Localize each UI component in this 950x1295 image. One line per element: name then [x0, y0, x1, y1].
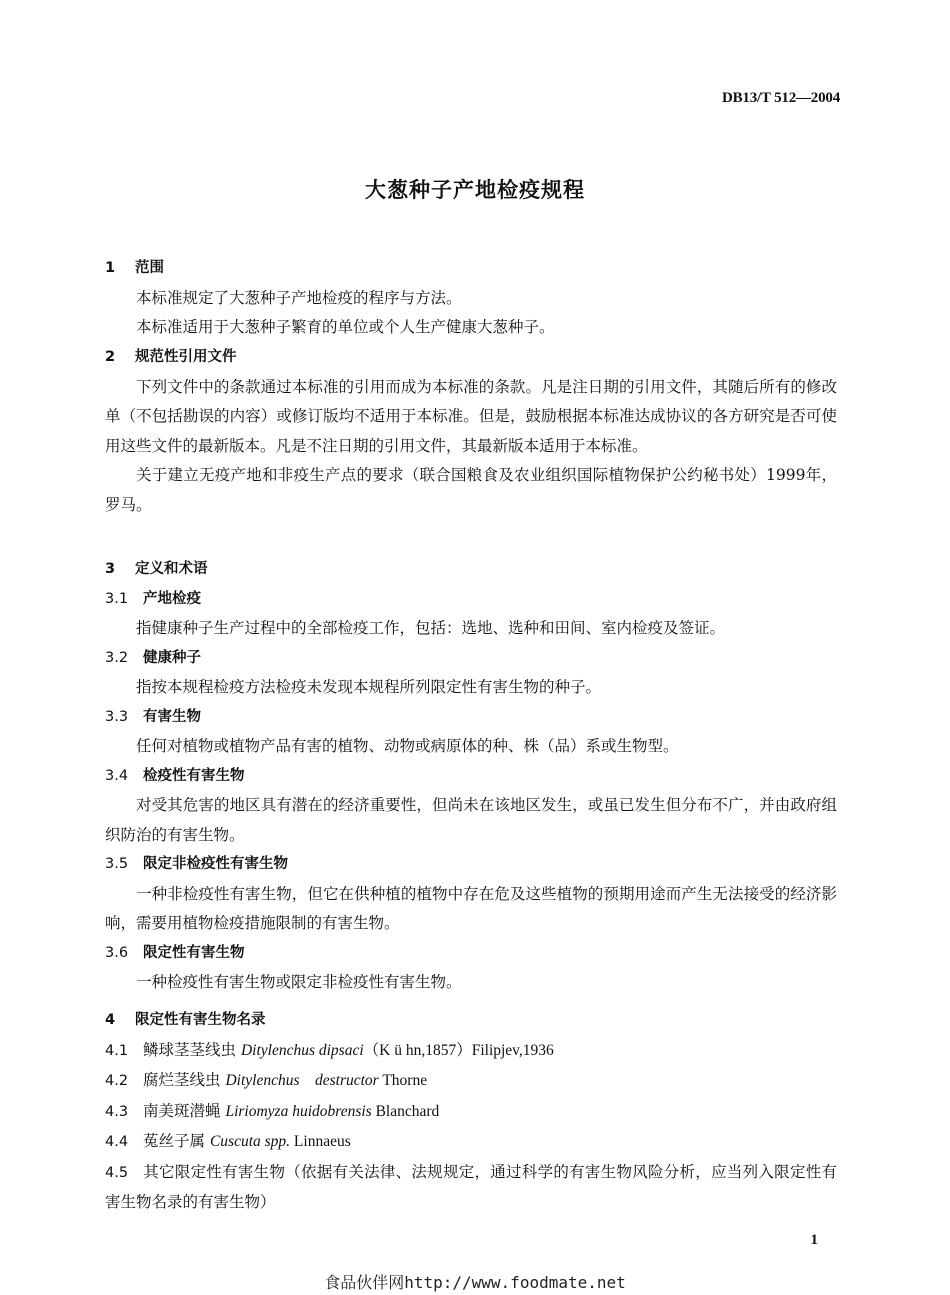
definition-text: 对受其危害的地区具有潜在的经济重要性，但尚未在该地区发生，或虽已发生但分布不广，并由政府组织防治的有害生物。	[105, 796, 837, 844]
definition-heading: 3.2 健康种子	[105, 649, 201, 666]
list-item: 4.3 南美斑潜蝇 Liriomyza huidobrensis Blanchard	[105, 1101, 440, 1120]
list-item: 4.2 腐烂茎线虫 Ditylenchus destructor Thorne	[105, 1071, 428, 1089]
definition-heading: 3.5 限定非检疫性有害生物	[105, 856, 288, 872]
list-item: 4.5 其它限定性有害生物（依据有关法律、法规规定，通过科学的有害生物风险分析，应当列入限定性有害生物名录的有害生物）	[105, 1162, 837, 1211]
definition-heading: 3.1 产地检疫	[105, 590, 201, 607]
standard-code: DB13/T 512—2004	[722, 90, 840, 106]
section-1	[105, 254, 837, 343]
definition-heading: 3.6 限定性有害生物	[105, 944, 245, 961]
section-3	[105, 555, 837, 998]
section-heading: 4 限定性有害生物名录	[105, 1012, 266, 1028]
definition-text: 指按本规程检疫方法检疫未发现本规程所列限定性有害生物的种子。	[136, 678, 602, 696]
footer-watermark: 食品伙伴网http://www.foodmate.net	[324, 1273, 626, 1292]
section-heading: 3 定义和术语	[105, 561, 208, 577]
definition-text: 任何对植物或植物产品有害的植物、动物或病原体的种、株（品）系或生物型。	[136, 737, 679, 755]
section-4	[105, 1006, 837, 1218]
paragraph: 本标准适用于大葱种子繁育的单位或个人生产健康大葱种子。	[136, 318, 555, 336]
section-heading: 2 规范性引用文件	[105, 349, 237, 365]
paragraph: 关于建立无疫产地和非疫生产点的要求（联合国粮食及农业组织国际植物保护公约秘书处）1999年，罗马。	[105, 466, 837, 514]
section-heading: 1 范围	[105, 260, 164, 276]
definition-text: 一种检疫性有害生物或限定非检疫性有害生物。	[136, 973, 462, 991]
paragraph: 下列文件中的条款通过本标准的引用而成为本标准的条款。凡是注日期的引用文件，其随后所有的修改单（不包括勘误的内容）或修订版均不适用于本标准。但是，鼓励根据本标准达成协议的各方研究是否可使用这些文件的最新版本。凡是不注日期的引用文件，其最新版本适用于本标准。	[105, 377, 837, 455]
page-number: 1	[810, 1232, 818, 1248]
document-title: 大葱种子产地检疫规程	[365, 178, 585, 202]
list-item: 4.1 鳞球茎茎线虫 Ditylenchus dipsaci（K ü hn,1857）Filipjev,1936	[105, 1040, 554, 1059]
paragraph: 本标准规定了大葱种子产地检疫的程序与方法。	[136, 288, 462, 307]
definition-heading: 3.3 有害生物	[105, 708, 201, 725]
definition-heading: 3.4 检疫性有害生物	[105, 767, 245, 784]
list-item: 4.4 菟丝子属 Cuscuta spp. Linnaeus	[105, 1132, 351, 1150]
definition-text: 指健康种子生产过程中的全部检疫工作，包括：选地、选种和田间、室内检疫及签证。	[136, 619, 726, 637]
section-2	[105, 343, 837, 520]
definition-text: 一种非检疫性有害生物，但它在供种植的植物中存在危及这些植物的预期用途而产生无法接受的经济影响，需要用植物检疫措施限制的有害生物。	[105, 884, 837, 932]
